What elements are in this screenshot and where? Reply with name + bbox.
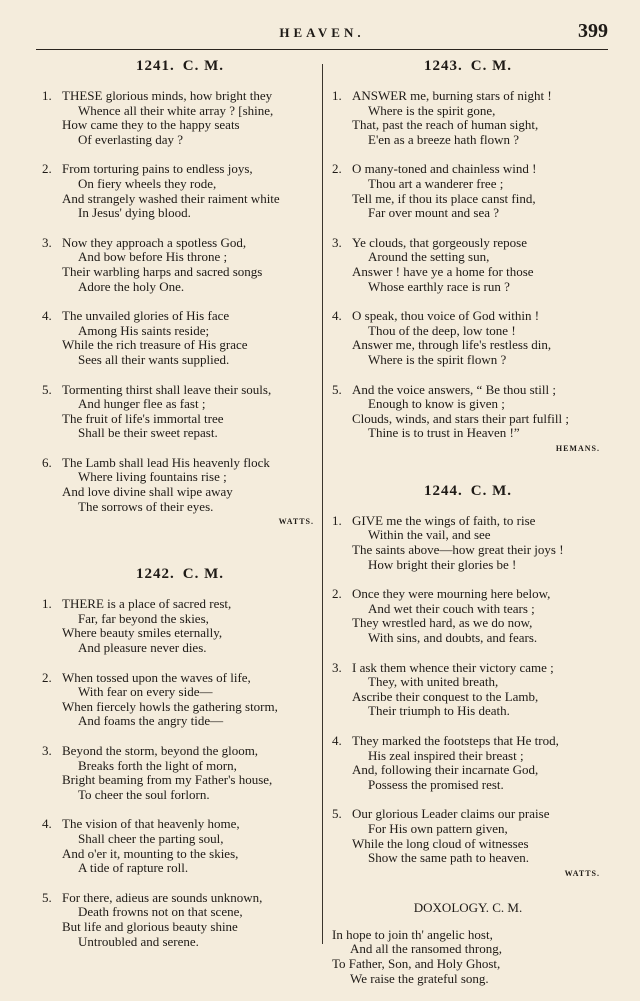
- left-column: [42, 58, 318, 964]
- doxology-line: To Father, Son, and Holy Ghost,: [332, 955, 501, 971]
- stanza: [42, 162, 318, 220]
- stanza-line: Answer ! have ye a home for those: [352, 263, 534, 279]
- stanza-line-text: When tossed upon the waves of life,: [62, 669, 251, 685]
- stanza-number: 3.: [332, 659, 342, 675]
- stanza-line-text: And the voice answers, “ Be thou still ;: [352, 381, 556, 397]
- hymn-number: 1242.: [136, 566, 175, 583]
- stanza-line: Thou of the deep, low tone !: [368, 322, 516, 338]
- hymn-heading: [42, 58, 318, 75]
- stanza-line: To cheer the soul forlorn.: [78, 786, 210, 802]
- stanza-line: [42, 671, 318, 686]
- stanza-line-text: Ye clouds, that gorgeously repose: [352, 234, 528, 250]
- doxology-meter: C. M.: [492, 899, 523, 915]
- running-title: HEAVEN.: [279, 25, 365, 40]
- stanza-line: And wet their couch with tears ;: [368, 600, 535, 616]
- stanza-line: Tell me, if thou its place canst find,: [352, 190, 536, 206]
- stanza-line: [332, 514, 604, 529]
- hymn-meter: C. M.: [182, 566, 224, 583]
- stanza-line-text: The Lamb shall lead His heavenly flock: [62, 454, 270, 470]
- stanza-line: Breaks forth the light of morn,: [78, 757, 237, 773]
- stanza-line-text: For there, adieus are sounds unknown,: [62, 889, 263, 905]
- hymn-attribution: WATTS.: [564, 868, 600, 878]
- stanza-line: And bow before His throne ;: [78, 249, 228, 265]
- stanza: [332, 383, 604, 441]
- hymn: [332, 58, 604, 453]
- stanza-line: And foams the angry tide—: [78, 713, 224, 729]
- stanza-line: Thou art a wanderer free ;: [368, 175, 504, 191]
- stanza-line: While the long cloud of witnesses: [352, 835, 529, 851]
- stanza-line: That, past the reach of human sight,: [352, 117, 539, 133]
- stanza-line: [332, 89, 604, 104]
- stanza-line-text: THESE glorious minds, how bright they: [62, 88, 273, 103]
- stanza-line: How came they to the happy seats: [62, 117, 240, 133]
- hymn-number: 1241.: [136, 58, 175, 74]
- stanza-line: In Jesus' dying blood.: [78, 205, 191, 221]
- stanza-line-text: O speak, thou voice of God within !: [352, 308, 540, 324]
- right-column-hymns: [332, 58, 604, 878]
- stanza: [42, 89, 318, 147]
- stanza-line: [42, 309, 318, 324]
- doxology-line: And all the ransomed throng,: [350, 941, 502, 957]
- stanza-number: 4.: [42, 816, 52, 832]
- stanza-line: Thine is to trust in Heaven !”: [368, 425, 520, 441]
- stanza-line: Where beauty smiles eternally,: [62, 625, 223, 641]
- hymn-meter: C. M.: [470, 482, 512, 499]
- stanza-number: 2.: [332, 161, 342, 177]
- stanza-line: Where living fountains rise ;: [78, 469, 227, 485]
- stanza-line-text: Our glorious Leader claims our praise: [352, 806, 550, 822]
- stanza-line: [42, 236, 318, 251]
- hymn: [332, 483, 604, 878]
- stanza-line: [42, 89, 318, 104]
- stanza-line: Possess the promised rest.: [368, 776, 504, 792]
- stanza-line: While the rich treasure of His grace: [62, 337, 248, 353]
- stanza-line: E'en as a breeze hath flown ?: [368, 131, 520, 147]
- hymn: [42, 58, 318, 526]
- stanza-line: [42, 383, 318, 398]
- stanza-line-text: Now they approach a spotless God,: [62, 234, 247, 250]
- stanza-number: 4.: [332, 733, 342, 748]
- stanza-line: Show the same path to heaven.: [368, 850, 530, 866]
- page-number: 399: [578, 20, 608, 42]
- stanza-line: They, with united breath,: [368, 674, 499, 690]
- stanza-line: Shall cheer the parting soul,: [78, 830, 224, 846]
- hymn-heading: [332, 483, 604, 500]
- stanza: [42, 744, 318, 802]
- stanza-line: Whence all their white array ? [shine,: [78, 102, 274, 118]
- doxology-title: DOXOLOGY.: [413, 899, 489, 915]
- stanza-line: [332, 383, 604, 398]
- stanza-line: The fruit of life's immortal tree: [62, 410, 224, 426]
- stanza-number: 1.: [332, 512, 342, 528]
- stanza-line: Adore the holy One.: [78, 278, 185, 294]
- stanza: [42, 671, 318, 729]
- stanza-line: Clouds, winds, and stars their part fulfill ;: [352, 410, 570, 426]
- stanza-line: Death frowns not on that scene,: [78, 904, 243, 920]
- stanza: [332, 661, 604, 719]
- stanza-line-text: From torturing pains to endless joys,: [62, 161, 253, 177]
- stanza-line: [332, 734, 604, 749]
- doxology-heading: [332, 900, 604, 916]
- doxology-line: In hope to join th' angelic host,: [332, 926, 493, 942]
- stanza-number: 4.: [42, 308, 52, 324]
- stanza-line: [332, 807, 604, 822]
- stanza-line-text: The vision of that heavenly home,: [62, 816, 240, 832]
- stanza-line: Of everlasting day ?: [78, 131, 184, 147]
- stanza-line: Where is the spirit gone,: [368, 102, 496, 118]
- stanza: [42, 236, 318, 294]
- stanza-line-text: ANSWER me, burning stars of night !: [352, 88, 552, 103]
- stanza: [332, 309, 604, 367]
- stanza: [42, 891, 318, 949]
- stanza-line: And hunger flee as fast ;: [78, 396, 206, 412]
- stanza-number: 1.: [332, 88, 342, 103]
- stanza-line: Far, far beyond the skies,: [78, 610, 209, 626]
- hymn-heading: [332, 58, 604, 75]
- stanza-line: And, following their incarnate God,: [352, 762, 539, 778]
- stanza-line-text: The unvailed glories of His face: [62, 308, 230, 324]
- stanza-line: The sorrows of their eyes.: [78, 498, 214, 514]
- stanza-line: [332, 309, 604, 324]
- hymn-attribution: HEMANS.: [555, 443, 600, 453]
- stanza-line: His zeal inspired their breast ;: [368, 747, 524, 763]
- stanza: [42, 597, 318, 655]
- stanza-line: Answer me, through life's restless din,: [352, 337, 552, 353]
- stanza-line: [42, 456, 318, 471]
- stanza-line: Far over mount and sea ?: [368, 205, 500, 221]
- stanza-line: Bright beaming from my Father's house,: [62, 772, 273, 788]
- stanza-line: And pleasure never dies.: [78, 640, 207, 656]
- stanza: [332, 734, 604, 792]
- hymn-attribution: WATTS.: [278, 517, 314, 527]
- stanza-line: A tide of rapture roll.: [78, 860, 189, 876]
- running-head: [36, 20, 608, 46]
- stanza-line: Where is the spirit flown ?: [368, 351, 507, 367]
- stanza-line: Shall be their sweet repast.: [78, 425, 218, 441]
- hymn: [42, 566, 318, 949]
- stanza: [42, 817, 318, 875]
- stanza-line: [332, 587, 604, 602]
- stanza-line-text: Once they were mourning here below,: [352, 586, 551, 602]
- stanza-line: With sins, and doubts, and fears.: [368, 630, 538, 646]
- stanza-line: And o'er it, mounting to the skies,: [62, 845, 239, 861]
- stanza-line-text: O many-toned and chainless wind !: [352, 161, 537, 177]
- stanza-line: [332, 162, 604, 177]
- stanza-line: Their warbling harps and sacred songs: [62, 263, 263, 279]
- stanza-number: 1.: [42, 88, 52, 103]
- stanza-line: Sees all their wants supplied.: [78, 351, 230, 367]
- right-column: [332, 58, 604, 1001]
- stanza: [42, 309, 318, 367]
- stanza-line: [42, 891, 318, 906]
- stanza-line: [42, 162, 318, 177]
- doxology: [332, 900, 604, 986]
- stanza-number: 1.: [42, 596, 52, 612]
- hymn-meter: C. M.: [182, 58, 224, 74]
- stanza: [332, 236, 604, 294]
- stanza-number: 5.: [42, 381, 52, 397]
- stanza-line: For His own pattern given,: [368, 820, 508, 836]
- stanza-line: Whose earthly race is run ?: [368, 278, 510, 294]
- stanza-line: Enough to know is given ;: [368, 396, 505, 412]
- stanza-number: 2.: [42, 161, 52, 177]
- stanza: [332, 89, 604, 147]
- stanza: [332, 514, 604, 572]
- stanza: [332, 587, 604, 645]
- hymn-number: 1244.: [424, 482, 463, 499]
- stanza-number: 6.: [42, 454, 52, 470]
- stanza-line: Among His saints reside;: [78, 322, 210, 338]
- stanza-line: The saints above—how great their joys !: [352, 542, 564, 558]
- stanza-line: Around the setting sun,: [368, 249, 490, 265]
- stanza-number: 3.: [42, 234, 52, 250]
- stanza-line-text: I ask them whence their victory came ;: [352, 659, 554, 675]
- stanza-number: 2.: [332, 586, 342, 602]
- column-divider: [322, 64, 323, 944]
- stanza-line: When fiercely howls the gathering storm,: [62, 698, 278, 714]
- stanza-number: 5.: [42, 889, 52, 905]
- stanza-line: With fear on every side—: [78, 684, 213, 700]
- stanza-line: [42, 817, 318, 832]
- stanza-line: Within the vail, and see: [368, 527, 491, 543]
- stanza-number: 4.: [332, 308, 342, 324]
- doxology-stanza: [332, 928, 604, 986]
- hymn-heading: [42, 566, 318, 583]
- stanza: [42, 383, 318, 441]
- stanza-number: 3.: [332, 234, 342, 250]
- stanza-line-text: Tormenting thirst shall leave their souls,: [62, 381, 272, 397]
- stanza-line: [332, 661, 604, 676]
- stanza-line: On fiery wheels they rode,: [78, 175, 217, 191]
- stanza-line-text: GIVE me the wings of faith, to rise: [352, 512, 536, 528]
- stanza-number: 2.: [42, 669, 52, 685]
- stanza-line: Ascribe their conquest to the Lamb,: [352, 688, 539, 704]
- stanza-line: [332, 236, 604, 251]
- stanza-number: 3.: [42, 743, 52, 758]
- stanza: [42, 456, 318, 514]
- stanza-number: 5.: [332, 381, 342, 397]
- stanza-line: [42, 744, 318, 759]
- stanza-number: 5.: [332, 806, 342, 822]
- hymn-number: 1243.: [424, 58, 463, 74]
- stanza-line-text: Beyond the storm, beyond the gloom,: [62, 743, 259, 758]
- stanza-line: Their triumph to His death.: [368, 703, 510, 719]
- stanza-line: [42, 597, 318, 612]
- stanza: [332, 807, 604, 865]
- hymn-meter: C. M.: [470, 58, 512, 74]
- stanza-line: And strangely washed their raiment white: [62, 190, 280, 206]
- stanza-line: But life and glorious beauty shine: [62, 918, 238, 934]
- stanza-line-text: THERE is a place of sacred rest,: [62, 596, 232, 612]
- stanza-line: Untroubled and serene.: [78, 933, 199, 949]
- stanza-line: How bright their glories be !: [368, 556, 517, 572]
- header-rule: [36, 49, 608, 50]
- stanza-line: And love divine shall wipe away: [62, 484, 233, 500]
- stanza-line: They wrestled hard, as we do now,: [352, 615, 533, 631]
- stanza-line-text: They marked the footsteps that He trod,: [352, 733, 559, 748]
- stanza: [332, 162, 604, 220]
- doxology-line: We raise the grateful song.: [350, 970, 489, 986]
